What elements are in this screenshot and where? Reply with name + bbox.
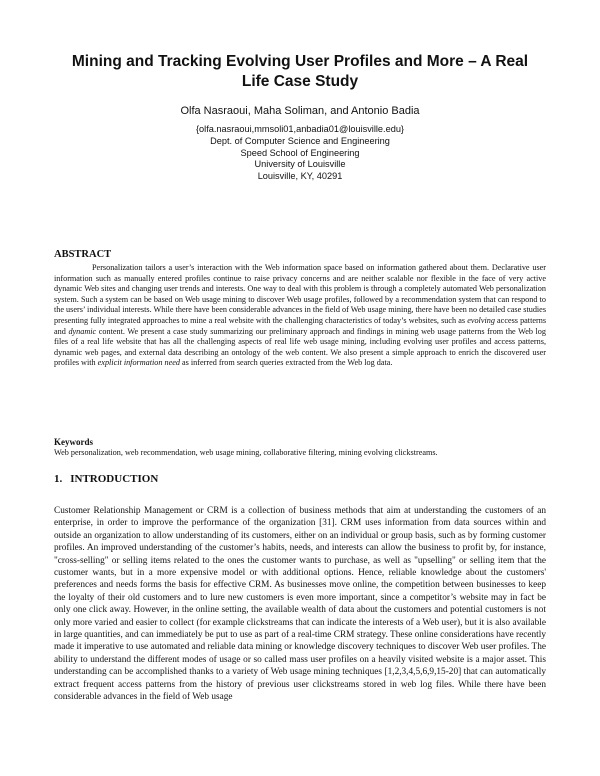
abstract-emphasis-dynamic: dynamic [68, 326, 97, 336]
abstract-heading: ABSTRACT [54, 249, 112, 260]
abstract-text-2: access patterns and [54, 315, 547, 336]
department: Dept. of Computer Science and Engineering [210, 135, 390, 146]
section-title: INTRODUCTION [70, 473, 159, 485]
abstract-text-4: as inferred from search queries extracted from the Web log data. [179, 358, 393, 368]
affiliation-block [60, 124, 540, 183]
section-heading-introduction [54, 473, 166, 485]
keywords-list: Web personalization, web recommendation, web usage mining, collaborative filtering, mining evolving clickstreams. [54, 448, 438, 457]
abstract-body [54, 263, 546, 369]
keywords-heading: Keywords [54, 437, 93, 447]
address: Louisville, KY, 40291 [257, 171, 343, 182]
school: Speed School of Engineering [240, 147, 360, 158]
university: University of Louisville [254, 159, 346, 170]
author-emails: {olfa.nasraoui,mmsoli01,anbadia01@louisville.edu} [195, 124, 404, 134]
section-number: 1. [54, 473, 63, 485]
author-list: Olfa Nasraoui, Maha Soliman, and Antonio Badia [180, 105, 420, 117]
abstract-emphasis-evolving: evolving [467, 315, 495, 325]
introduction-paragraph: Customer Relationship Management or CRM is a collection of business methods that aim at understanding the customers of an enterprise, in order to improve the performance of the organization [31]. CRM uses information from data sources within and outside an organization to allow understanding of its customers, either on an individual or group basis, such as by forming customer profiles. An improved understanding of the customer’s habits, needs, and interests can allow the business to profit by, for instance, "cross-selling" or selling items related to the ones the customer wants to purchase, as well as "upselling" or selling item that the customer wants, but in a more expensive model or with additional options. Hence, reliable knowledge about the customers' preferences and needs forms the basis for effective CRM. As businesses move online, the competition between businesses to keep the loyalty of their old customers and to lure new customers is even more important, since a competitor’s website may in fact be only one click away. However, in the online setting, the available wealth of data about the customers and potential customers is not only more varied and easier to collect (for example clickstreams that can indicate the interests of a Web user), but it is also available in large quantities, and can immediately be put to use as part of a real-time CRM strategy. These online considerations have recently made it imperative to use automated and reliable data mining or knowledge discovery techniques to discover Web user profiles. The ability to understand the different modes of usage or so called mass user profiles on a heavily visited website is a major asset. This understanding can be accomplished thanks to a variety of Web usage mining techniques [1,2,3,4,5,6,9,15-20] that can automatically extract frequent access patterns from the history of previous user clickstreams stored in web log files. While there have been considerable advances in the field of Web usage [54, 506, 546, 703]
paper-title: Mining and Tracking Evolving User Profiles and More – A Real Life Case Study [71, 53, 529, 90]
abstract-emphasis-information-need: explicit information need [97, 358, 180, 368]
abstract-text-3: content. We present a case study summarizing our preliminary approach and findings in mining web usage patterns from the Web log files of a real life website that has all the challenging aspects of real life web usage mining, including evolving user profiles and access patterns, dynamic web pages, and external data describing an ontology of the web content. We also present a simple approach to enrich the discovered user profiles with [54, 326, 546, 368]
abstract-text-1: Personalization tailors a user’s interaction with the Web information space based on information gathered about them. Declarative user information such as manually entered profiles continue to raise privacy concerns and are neither scalable nor flexible in the face of very active dynamic Web sites and changing user trends and interests. One way to deal with this problem is through a completely automated Web personalization system. Such a system can be based on Web usage mining to discover Web usage profiles, followed by a recommendation system that can respond to the users’ individual interests. While there have been considerable advances in the field of Web usage mining, there have been no detailed case studies presenting fully integrated approaches to mine a real website with the challenging characteristics of today’s websites, such as [54, 263, 547, 325]
